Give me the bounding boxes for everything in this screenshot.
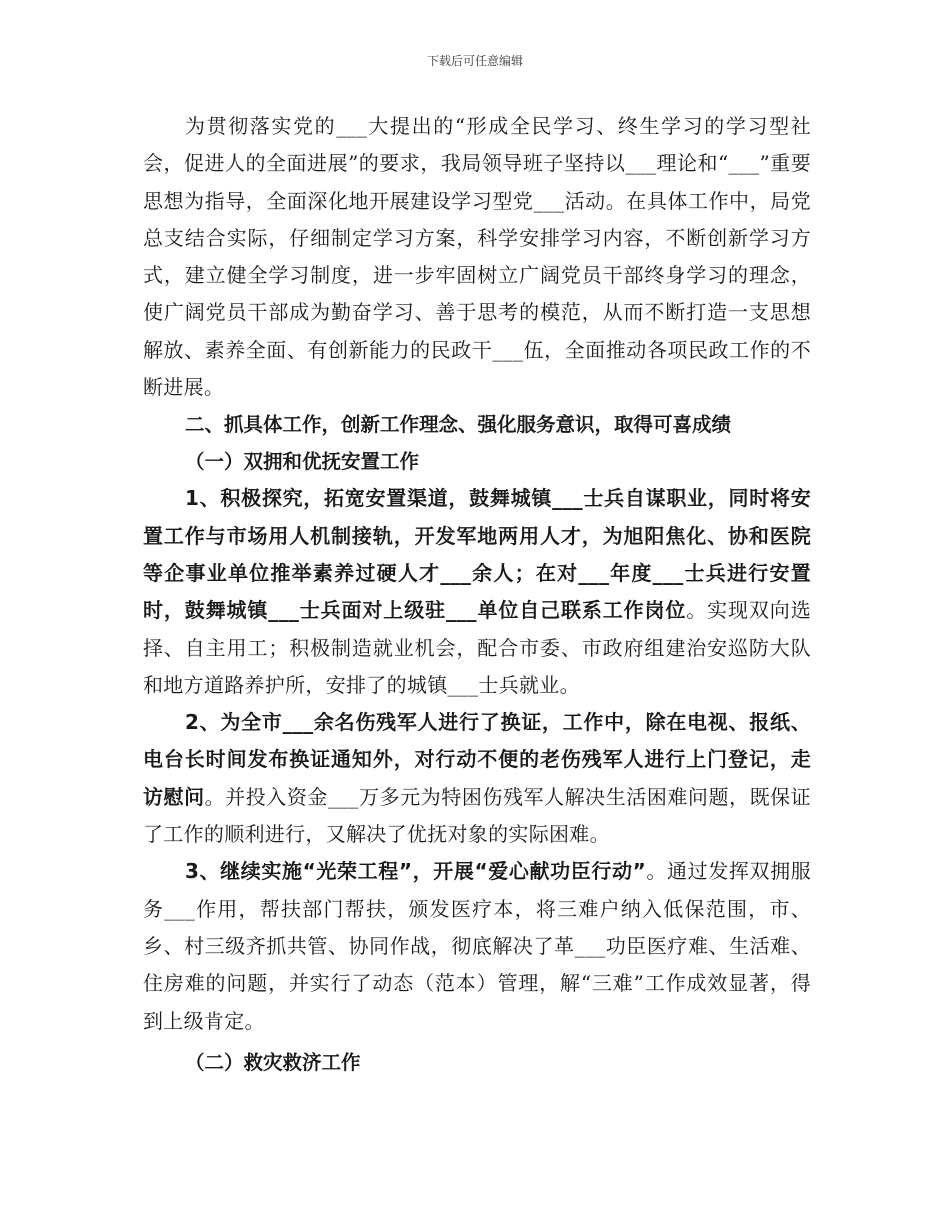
item-2-paragraph (143, 704, 811, 853)
document-body (143, 108, 811, 1081)
item-1-lead: 1、积极探究，拓宽安置渠道，鼓舞城镇___士兵自谋职业，同时将安置工作与市场用人机制接轨，开发军地两用人才，为旭阳焦化、协和医院等企事业单位推举素养过硬人才___余人；在对___年度___士兵进行安置时，鼓舞城镇___士兵面对上级驻___单位自己联系工作岗位 (143, 486, 811, 623)
item-2-body: 。并投入资金___万多元为特困伤残军人解决生活困难问题，既保证了工作的顺利进行，又解决了优抚对象的实际困难。 (143, 784, 811, 847)
item-3-body: 。通过发挥双拥服务___作用，帮扶部门帮扶，颁发医疗本，将三难户纳入低保范围，市、乡、村三级齐抓共管、协同作战，彻底解决了革___功臣医疗难、生活难、住房难的问题，并实行了动态（范本）管理，解“三难”工作成效显著，得到上级肯定。 (143, 859, 811, 1033)
item-2-lead: 2、为全市___余名伤残军人进行了换证，工作中，除在电视、报纸、电台长时间发布换证通知外，对行动不便的老伤残军人进行上门登记，走访慰问 (143, 710, 811, 809)
page-header: 下载后可任意编辑 (426, 54, 523, 68)
item-1-paragraph (143, 480, 811, 704)
section-heading: 二、抓具体工作，创新工作理念、强化服务意识，取得可喜成绩 (185, 413, 732, 437)
subsection-heading-1: （一）双拥和优抚安置工作 (185, 450, 420, 474)
item-1-body: 。实现双向选择、自主用工；积极制造就业机会，配合市委、市政府组建治安巡防大队和地方道路养护所，安排了的城镇___士兵就业。 (143, 598, 811, 697)
item-3-lead: 3、继续实施“光荣工程”，开展“爱心献功臣行动” (185, 859, 647, 884)
item-3-paragraph (143, 853, 811, 1039)
intro-paragraph: 为贯彻落实党的___大提出的“形成全民学习、终生学习的学习型社会，促进人的全面进展”的要求，我局领导班子坚持以___理论和“___”重要思想为指导，全面深化地开展建设学习型党___活动。在具体工作中，局党总支结合实际，仔细制定学习方案，科学安排学习内容，不断创新学习方式，建立健全学习制度，进一步牢固树立广阔党员干部终身学习的理念，使广阔党员干部成为勤奋学习、善于思考的模范，从而不断打造一支思想解放、素养全面、有创新能力的民政干___伍，全面推动各项民政工作的不断进展。 (143, 114, 811, 400)
subsection-heading-2: （二）救灾救济工作 (185, 1050, 361, 1074)
